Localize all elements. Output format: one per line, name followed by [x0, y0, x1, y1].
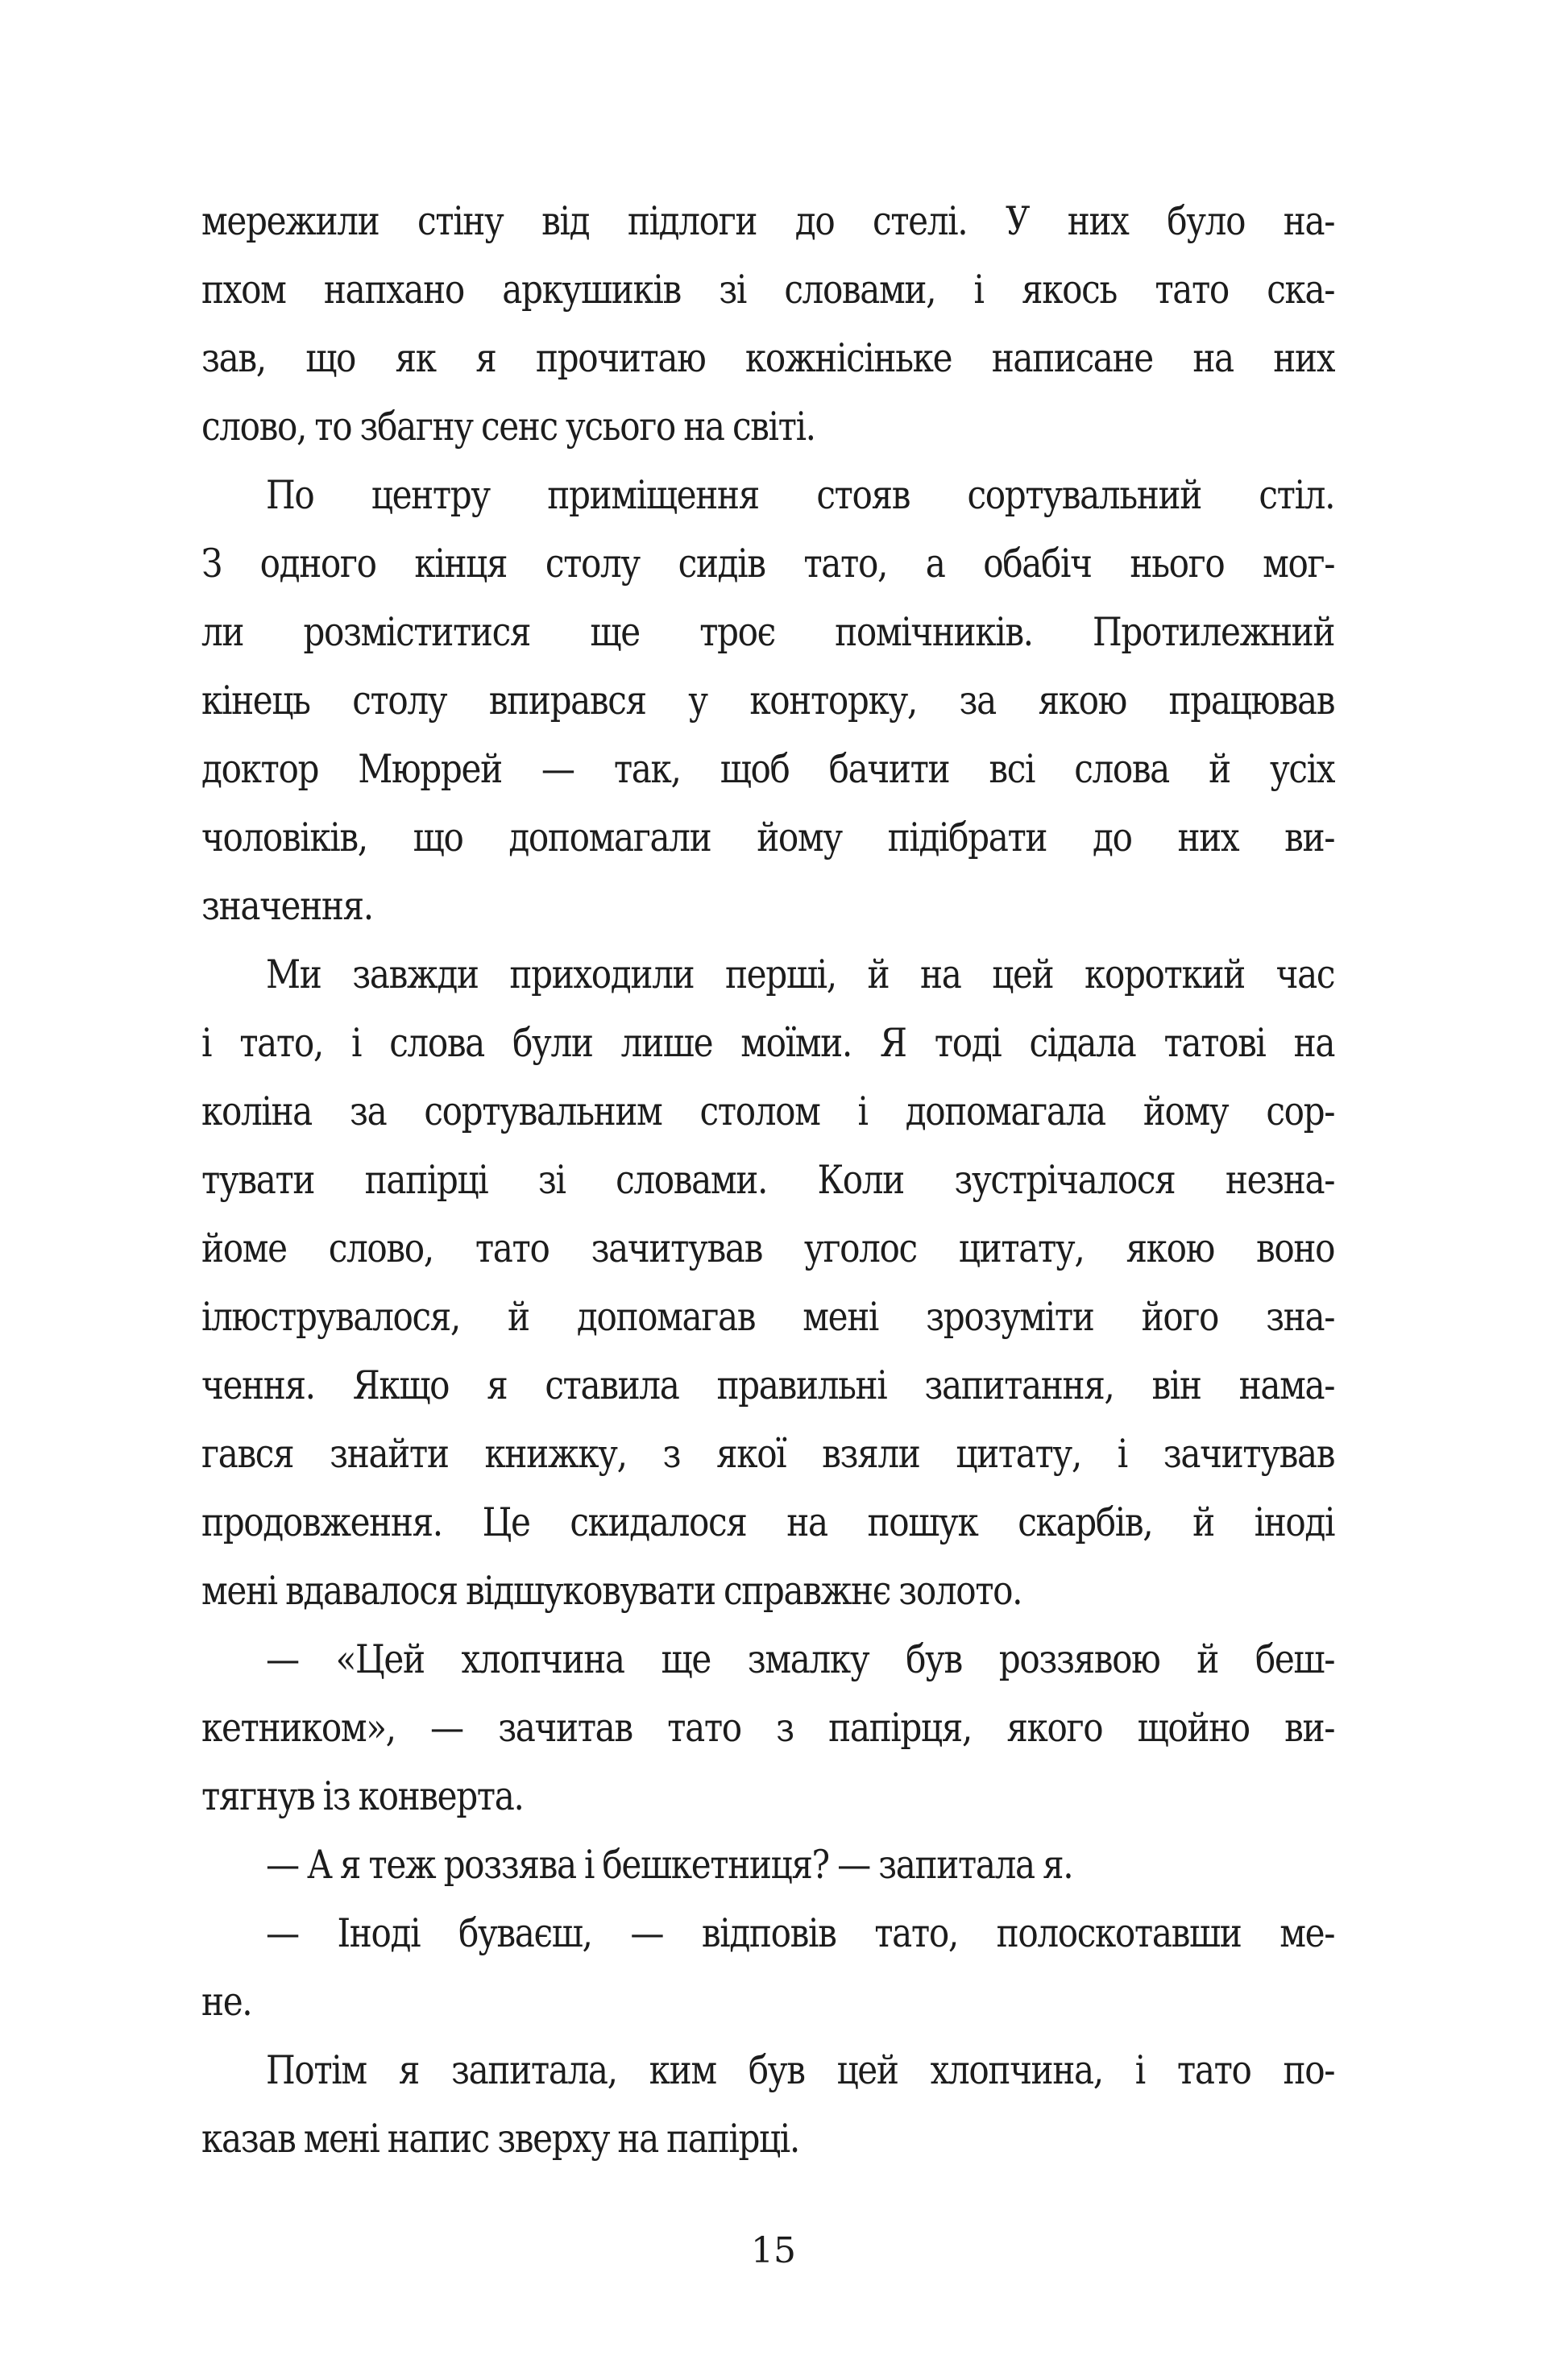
text-line: — «Цей хлопчина ще змалку був роззявою й беш-: [265, 1636, 1335, 1682]
page-number: 15: [751, 2230, 796, 2271]
text-line: і тато, і слова були лише моїми. Я тоді сідала татові на: [201, 1020, 1335, 1066]
text-line: пхом напхано аркушиків зі словами, і якось тато ска-: [201, 267, 1335, 313]
text-line: значення.: [201, 883, 373, 929]
text-line: З одного кінця столу сидів тато, а обабіч нього мог-: [201, 541, 1335, 587]
text-line: доктор Мюррей — так, щоб бачити всі слова й усіх: [201, 746, 1335, 792]
paragraph: [201, 187, 1334, 461]
paragraph: [201, 2036, 1334, 2173]
text-line: казав мені напис зверху на папірці.: [201, 2116, 799, 2162]
text-line: ли розміститися ще троє помічників. Протилежний: [201, 609, 1335, 655]
text-line: продовження. Це скидалося на пошук скарбів, й іноді: [201, 1499, 1335, 1545]
text-line: йоме слово, тато зачитував уголос цитату, якою воно: [201, 1225, 1335, 1271]
text-line: — А я теж роззява і бешкетниця? — запитала я.: [265, 1842, 1073, 1888]
text-line: чоловіків, що допомагали йому підібрати до них ви-: [201, 815, 1335, 860]
text-line: мені вдавалося відшуковувати справжнє золото.: [201, 1568, 1022, 1614]
text-line: ілюструвалося, й допомагав мені зрозуміти його зна-: [201, 1294, 1335, 1340]
text-line: мережили стіну від підлоги до стелі. У них було на-: [201, 198, 1335, 244]
paragraph: [201, 1899, 1334, 2036]
text-line: слово, то збагну сенс усього на світі.: [201, 404, 815, 450]
paragraph: [201, 461, 1334, 940]
text-line: тувати папірці зі словами. Коли зустрічалося незна-: [201, 1157, 1335, 1203]
text-line: Ми завжди приходили перші, й на цей короткий час: [265, 952, 1335, 997]
text-line: кінець столу впирався у конторку, за якою працював: [201, 678, 1335, 724]
text-line: чення. Якщо я ставила правильні запитання, він нама-: [201, 1362, 1335, 1408]
text-line: По центру приміщення стояв сортувальний стіл.: [265, 472, 1335, 518]
text-line: коліна за сортувальним столом і допомагала йому сор-: [201, 1088, 1335, 1134]
text-line: гався знайти книжку, з якої взяли цитату, і зачитував: [201, 1431, 1335, 1477]
paragraph: [201, 940, 1334, 1625]
text-line: зав, що як я прочитаю кожнісіньке написане на них: [201, 335, 1335, 381]
text-line: кетником», — зачитав тато з папірця, якого щойно ви-: [201, 1705, 1335, 1751]
page-body: [201, 187, 1334, 2173]
text-line: Потім я запитала, ким був цей хлопчина, і тато по-: [265, 2047, 1335, 2093]
text-line: не.: [201, 1979, 252, 2025]
paragraph: [201, 1831, 1334, 1899]
text-line: тягнув із конверта.: [201, 1773, 524, 1819]
text-line: — Іноді буваєш, — відповів тато, полоскотавши ме-: [265, 1910, 1335, 1956]
paragraph: [201, 1625, 1334, 1831]
